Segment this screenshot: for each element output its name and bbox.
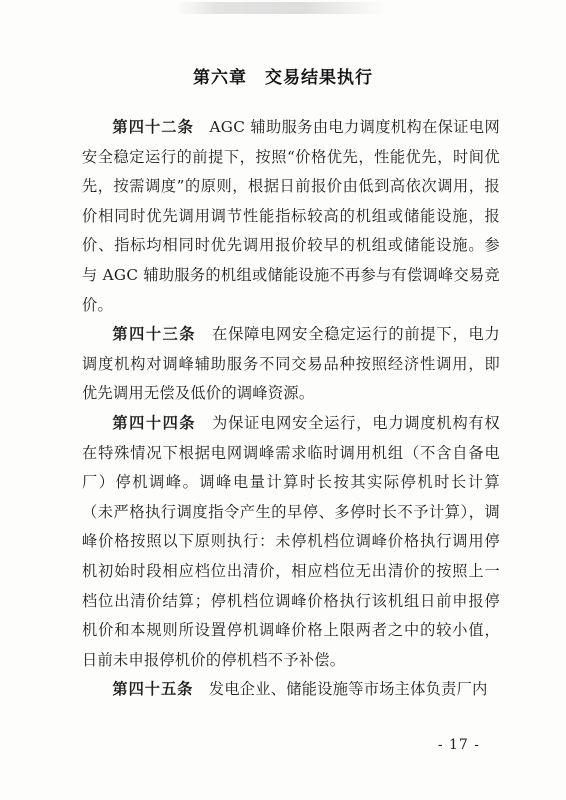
article-43 [82, 320, 500, 409]
body-text [82, 113, 500, 705]
article-number: 第四十四条 [112, 413, 197, 432]
article-text: AGC 辅助服务由电力调度机构在保证电网安全稳定运行的前提下，按照“价格优先，性能优先，时间优先，按需调度”的原则，根据日前报价由低到高依次调用，报价相同时优先调用调节性能指标较高的机组或储能设施，报价、指标均相同时优先调用报价较早的机组或储能设施。参与 AGC 辅助服务的机组或储能设施不再参与有偿调峰交易竞价。 [82, 118, 500, 314]
article-text: 为保证电网安全运行，电力调度机构有权在特殊情况下根据电网调峰需求临时调用机组（不含自备电厂）停机调峰。调峰电量计算时长按其实际停机时长计算（未严格执行调度指令产生的早停、多停时长不予计算），调峰价格按照以下原则执行：未停机档位调峰价格执行调用停机初始时段相应档位出清价，相应档位无出清价的按照上一档位出清价结算；停机档位调峰价格执行该机组日前申报停机价和本规则所设置停机调峰价格上限两者之中的较小值，日前未申报停机价的停机档不予补偿。 [82, 413, 500, 669]
article-text: 在保障电网安全稳定运行的前提下，电力调度机构对调峰辅助服务不同交易品种按照经济性调用，即优先调用无偿及低价的调峰资源。 [82, 325, 500, 403]
chapter-title: 第六章 交易结果执行 [193, 68, 373, 88]
article-45 [82, 675, 500, 705]
article-number: 第四十三条 [112, 325, 197, 344]
page-number: - 17 - [437, 737, 480, 753]
article-42 [82, 113, 500, 320]
article-text: 发电企业、储能设施等市场主体负责厂内 [208, 680, 488, 699]
scan-artifact [175, 2, 385, 14]
article-number: 第四十五条 [112, 680, 194, 699]
article-number: 第四十二条 [112, 118, 194, 136]
article-44 [82, 409, 500, 675]
